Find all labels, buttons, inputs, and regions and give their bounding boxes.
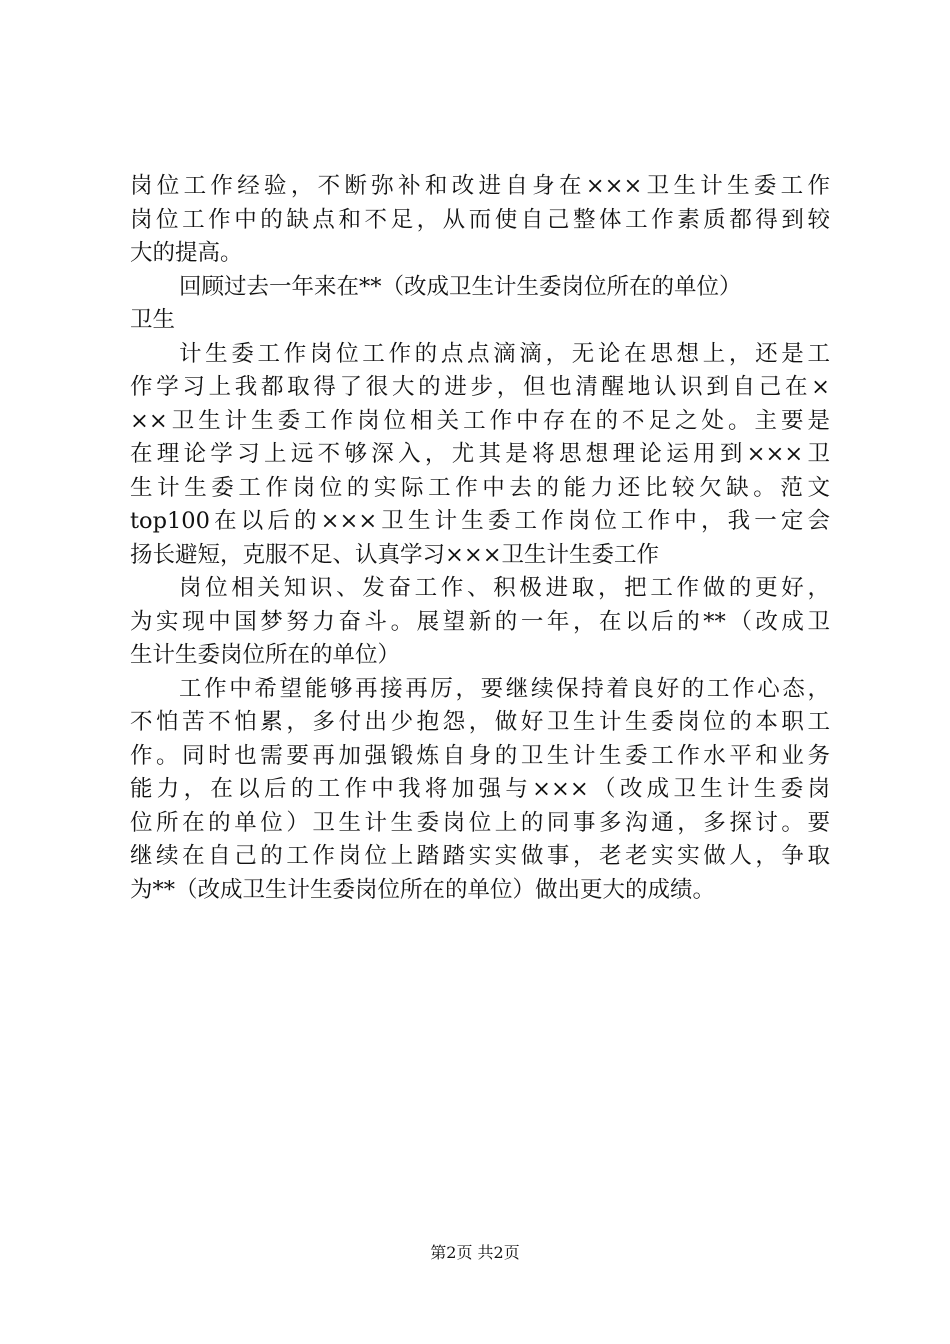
text-line: 卫生 [130,307,176,333]
paragraph-3 [130,338,830,573]
document-body [130,170,830,907]
text-line: 大的提高。 [130,240,243,266]
paragraph-4 [130,572,830,673]
text-line: 生计生委工作岗位的实际工作中去的能力还比较欠缺。范文 [130,474,830,501]
text-line: 不怕苦不怕累，多付出少抱怨，做好卫生计生委岗位的本职工 [130,709,830,735]
paragraph-1 [130,170,830,271]
text-line: 为实现中国梦努力奋斗。展望新的一年，在以后的**（改成卫 [130,608,830,635]
text-line: 作。同时也需要再加强锻炼自身的卫生计生委工作水平和业务 [130,742,830,769]
text-line: 计生委工作岗位工作的点点滴滴，无论在思想上，还是工 [179,340,830,367]
text-line: 继续在自己的工作岗位上踏踏实实做事，老老实实做人，争取 [130,843,830,869]
page-footer: 第2页 共2页 [430,1243,520,1262]
paragraph-5 [130,673,830,908]
paragraph-2 [130,271,830,338]
text-line: 回顾过去一年来在**（改成卫生计生委岗位所在的单位） [179,273,742,300]
text-line: 位所在的单位）卫生计生委岗位上的同事多沟通，多探讨。要 [130,809,830,836]
text-line: 扬长避短，克服不足、认真学习×××卫生计生委工作 [130,541,660,568]
text-line: 能力，在以后的工作中我将加强与×××（改成卫生计生委岗 [130,776,830,802]
text-line: 工作中希望能够再接再厉，要继续保持着良好的工作心态， [179,675,830,702]
text-line: 为**（改成卫生计生委岗位所在的单位）做出更大的成绩。 [130,876,716,903]
text-line: 岗位工作中的缺点和不足，从而使自己整体工作素质都得到较 [130,206,830,233]
text-line: 岗位工作经验，不断弥补和改进自身在×××卫生计生委工作 [130,173,830,199]
text-line: ××卫生计生委工作岗位相关工作中存在的不足之处。主要是 [130,407,830,434]
text-line: top100在以后的×××卫生计生委工作岗位工作中，我一定会 [130,508,830,534]
text-line: 在理论学习上远不够深入，尤其是将思想理论运用到×××卫 [130,441,830,467]
text-line: 岗位相关知识、发奋工作、积极进取，把工作做的更好， [179,575,830,601]
text-line: 生计生委岗位所在的单位） [130,642,401,668]
text-line: 作学习上我都取得了很大的进步，但也清醒地认识到自己在× [130,374,830,400]
